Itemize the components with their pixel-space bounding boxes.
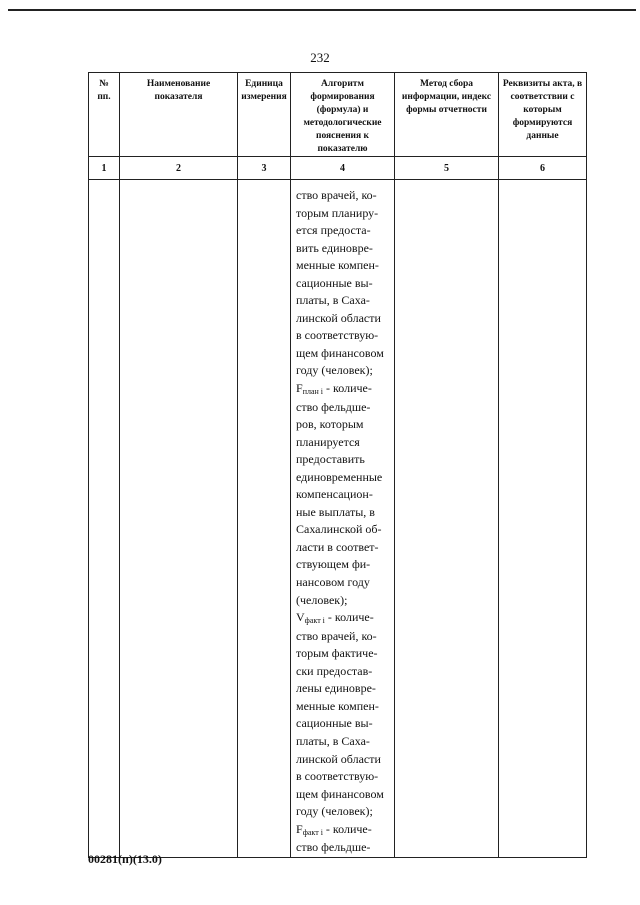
- algorithm-line: ски предостав-: [296, 663, 373, 678]
- algorithm-line: в соответствую-: [296, 769, 379, 784]
- algorithm-line: компенсацион-: [296, 487, 373, 502]
- algorithm-line: торым фактиче-: [296, 646, 378, 661]
- header-number: № пп.: [89, 73, 120, 157]
- variable-base: F: [296, 821, 303, 836]
- header-row: [89, 73, 587, 157]
- cell-unit: [238, 180, 291, 858]
- column-number: 3: [238, 157, 291, 180]
- algorithm-line: единовременные: [296, 469, 383, 484]
- algorithm-line: ство врачей, ко-: [296, 628, 377, 643]
- algorithm-line: платы, в Саха-: [296, 293, 370, 308]
- algorithm-line: вить единовре-: [296, 240, 373, 255]
- header-algorithm: Алгоритм формирования (формула) и методологические пояснения к показателю: [291, 73, 395, 157]
- cell-number: [89, 180, 120, 858]
- header-act-details: Реквизиты акта, в соответствии с которым формируются данные: [499, 73, 587, 157]
- cell-act-details: [499, 180, 587, 858]
- algorithm-line: линской области: [296, 310, 381, 325]
- cell-indicator-name: [120, 180, 238, 858]
- formula-variable-line: [296, 609, 392, 628]
- variable-description: - количе-: [322, 821, 372, 836]
- algorithm-line: нансовом году: [296, 575, 370, 590]
- formula-variable-line: [296, 821, 392, 840]
- algorithm-line: щем финансовом: [296, 786, 384, 801]
- header-indicator-name: Наименование показателя: [120, 73, 238, 157]
- variable-base: V: [296, 610, 305, 625]
- table-row: [89, 180, 587, 858]
- algorithm-line: ров, которым: [296, 417, 364, 432]
- top-rule: [8, 9, 636, 11]
- algorithm-line: ство фельдше-: [296, 840, 371, 855]
- algorithm-line: планируется: [296, 434, 360, 449]
- algorithm-line: Сахалинской об-: [296, 522, 382, 537]
- document-code: 00281(п)(13.0): [88, 852, 162, 866]
- algorithm-line: ется предоста-: [296, 223, 371, 238]
- variable-subscript: план i: [302, 387, 324, 397]
- algorithm-line: сационные вы-: [296, 716, 373, 731]
- algorithm-line: щем финансовом: [296, 345, 384, 360]
- column-number-row: [89, 157, 587, 180]
- algorithm-line: платы, в Саха-: [296, 733, 370, 748]
- column-number: 4: [291, 157, 395, 180]
- algorithm-line: ласти в соответ-: [296, 539, 379, 554]
- header-collection-method: Метод сбора информации, индекс формы отчетности: [395, 73, 499, 157]
- algorithm-line: ство врачей, ко-: [296, 188, 377, 202]
- algorithm-line: в соответствую-: [296, 328, 379, 343]
- algorithm-line: году (человек);: [296, 363, 373, 378]
- indicator-table: [88, 72, 587, 858]
- page-number: 232: [310, 50, 330, 65]
- column-number: 2: [120, 157, 238, 180]
- algorithm-line: ные выплаты, в: [296, 504, 375, 519]
- algorithm-line: ствующем фи-: [296, 557, 371, 572]
- variable-description: - количе-: [324, 610, 374, 625]
- formula-variable-line: [296, 380, 392, 399]
- variable-description: - количе-: [323, 381, 372, 396]
- algorithm-line: ство фельдше-: [296, 399, 371, 414]
- cell-algorithm: [291, 180, 395, 858]
- variable-base: F: [296, 381, 303, 396]
- column-number: 5: [395, 157, 499, 180]
- algorithm-text: [291, 180, 394, 857]
- variable-subscript: факт i: [302, 827, 323, 837]
- algorithm-line: линской области: [296, 751, 381, 766]
- algorithm-line: предоставить: [296, 452, 365, 467]
- column-number: 1: [89, 157, 120, 180]
- column-number: 6: [499, 157, 587, 180]
- header-unit: Единица измерения: [238, 73, 291, 157]
- algorithm-line: (человек);: [296, 592, 348, 607]
- algorithm-line: лены единовре-: [296, 681, 376, 696]
- variable-subscript: факт i: [304, 616, 325, 626]
- algorithm-line: сационные вы-: [296, 275, 373, 290]
- cell-collection-method: [395, 180, 499, 858]
- algorithm-line: году (человек);: [296, 804, 373, 819]
- algorithm-line: менные компен-: [296, 698, 379, 713]
- algorithm-line: менные компен-: [296, 258, 379, 273]
- algorithm-line: торым планиру-: [296, 205, 379, 220]
